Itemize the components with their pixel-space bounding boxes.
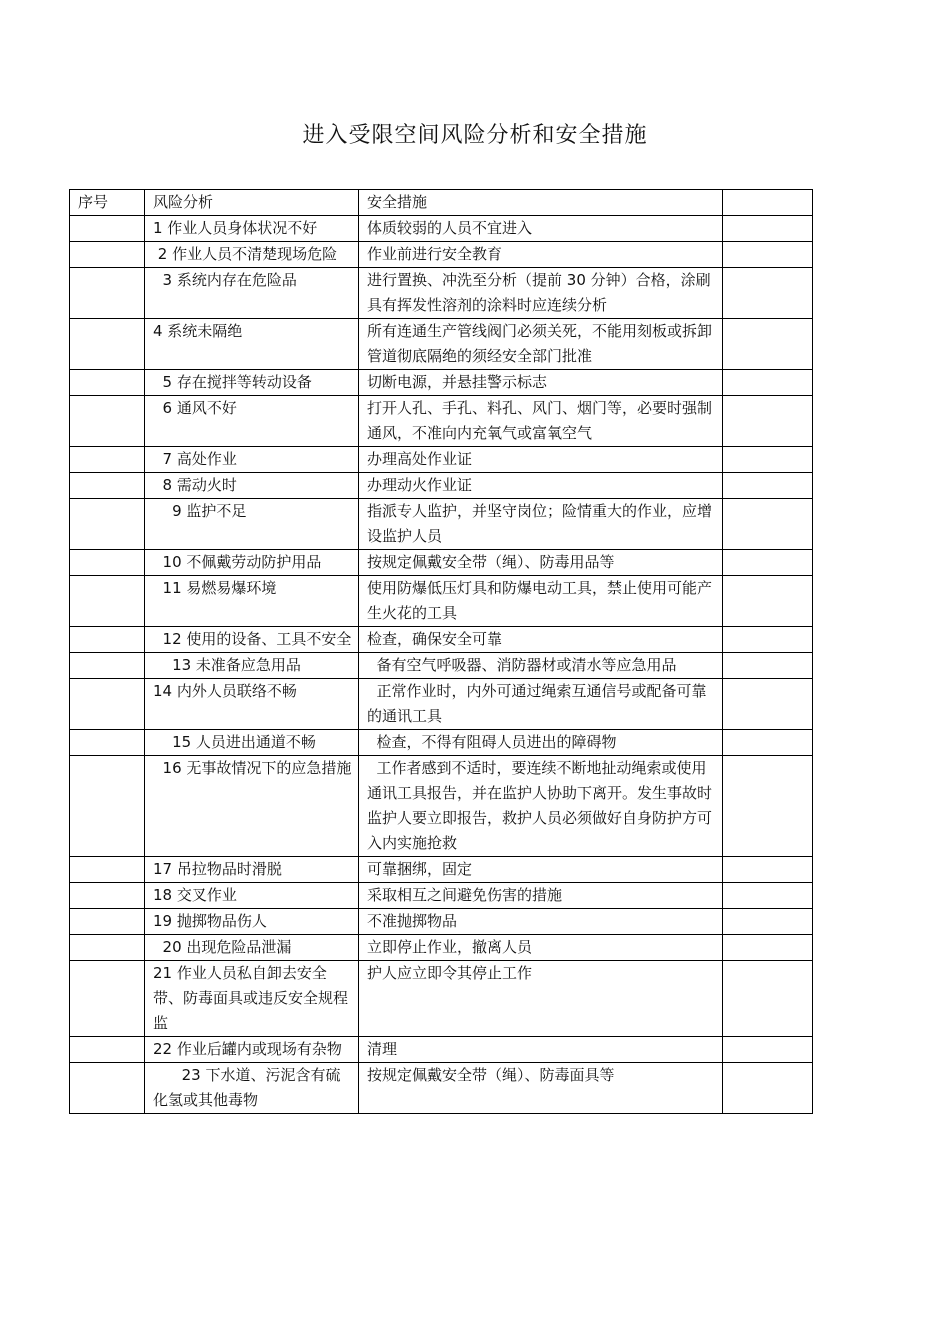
measure-cell: 按规定佩戴安全带（绳）、防毒面具等 [359,1063,723,1114]
seq-cell [70,909,145,935]
risk-cell: 2 作业人员不清楚现场危险 [145,242,359,268]
table-row [70,576,813,627]
table-row [70,447,813,473]
measure-cell: 检查，确保安全可靠 [359,627,723,653]
seq-cell [70,396,145,447]
extra-cell [723,857,813,883]
measure-cell: 工作者感到不适时，要连续不断地扯动绳索或使用通讯工具报告，并在监护人协助下离开。发生事故时监护人要立即报告，救护人员必须做好自身防护方可入内实施抢救 [359,756,723,857]
table-row [70,653,813,679]
risk-cell: 8 需动火时 [145,473,359,499]
table-row [70,319,813,370]
seq-cell [70,268,145,319]
measure-cell: 备有空气呼吸器、消防器材或清水等应急用品 [359,653,723,679]
table-row [70,216,813,242]
table-row [70,550,813,576]
measure-cell: 检查，不得有阻碍人员进出的障碍物 [359,730,723,756]
risk-cell: 17 吊拉物品时滑脱 [145,857,359,883]
seq-cell [70,473,145,499]
seq-cell [70,961,145,1037]
seq-cell [70,1063,145,1114]
risk-cell: 22 作业后罐内或现场有杂物 [145,1037,359,1063]
measure-cell: 按规定佩戴安全带（绳）、防毒用品等 [359,550,723,576]
extra-cell [723,935,813,961]
extra-cell [723,473,813,499]
extra-cell [723,883,813,909]
extra-cell [723,679,813,730]
table-row [70,730,813,756]
header-extra [723,190,813,216]
measure-cell: 切断电源，并悬挂警示标志 [359,370,723,396]
seq-cell [70,499,145,550]
risk-cell: 21 作业人员私自卸去安全带、防毒面具或违反安全规程 监 [145,961,359,1037]
table-row [70,499,813,550]
measure-cell: 护人应立即令其停止工作 [359,961,723,1037]
header-measure: 安全措施 [359,190,723,216]
extra-cell [723,730,813,756]
risk-cell: 20 出现危险品泄漏 [145,935,359,961]
risk-cell: 5 存在搅拌等转动设备 [145,370,359,396]
measure-cell: 打开人孔、手孔、料孔、风门、烟门等，必要时强制通风，不准向内充氧气或富氧空气 [359,396,723,447]
seq-cell [70,447,145,473]
risk-cell: 13 未准备应急用品 [145,653,359,679]
risk-cell: 19 抛掷物品伤人 [145,909,359,935]
risk-cell: 11 易燃易爆环境 [145,576,359,627]
seq-cell [70,627,145,653]
extra-cell [723,627,813,653]
measure-cell: 办理高处作业证 [359,447,723,473]
risk-measures-table [69,189,813,1114]
extra-cell [723,576,813,627]
risk-cell: 10 不佩戴劳动防护用品 [145,550,359,576]
extra-cell [723,242,813,268]
risk-cell: 18 交叉作业 [145,883,359,909]
extra-cell [723,961,813,1037]
measure-cell: 体质较弱的人员不宜进入 [359,216,723,242]
extra-cell [723,653,813,679]
extra-cell [723,499,813,550]
seq-cell [70,883,145,909]
table-row [70,935,813,961]
table-row [70,1037,813,1063]
risk-cell: 1 作业人员身体状况不好 [145,216,359,242]
measure-cell: 进行置换、冲洗至分析（提前 30 分钟）合格，涂刷具有挥发性溶剂的涂料时应连续分析 [359,268,723,319]
table-row [70,883,813,909]
seq-cell [70,756,145,857]
risk-cell: 6 通风不好 [145,396,359,447]
table-row [70,679,813,730]
header-seq: 序号 [70,190,145,216]
table-row [70,1063,813,1114]
extra-cell [723,370,813,396]
table-row [70,242,813,268]
table-row [70,268,813,319]
seq-cell [70,550,145,576]
seq-cell [70,730,145,756]
measure-cell: 指派专人监护，并坚守岗位；险情重大的作业，应增设监护人员 [359,499,723,550]
table-row [70,473,813,499]
measure-cell: 所有连通生产管线阀门必须关死，不能用刻板或拆卸管道彻底隔绝的须经安全部门批准 [359,319,723,370]
extra-cell [723,447,813,473]
table-body [70,216,813,1114]
risk-cell: 23 下水道、污泥含有硫化氢或其他毒物 [145,1063,359,1114]
table-row [70,857,813,883]
measure-cell: 采取相互之间避免伤害的措施 [359,883,723,909]
page-title: 进入受限空间风险分析和安全措施 [302,123,648,148]
seq-cell [70,679,145,730]
extra-cell [723,319,813,370]
measure-cell: 正常作业时，内外可通过绳索互通信号或配备可靠的通讯工具 [359,679,723,730]
risk-cell: 9 监护不足 [145,499,359,550]
table-row [70,370,813,396]
seq-cell [70,576,145,627]
risk-cell: 14 内外人员联络不畅 [145,679,359,730]
measure-cell: 作业前进行安全教育 [359,242,723,268]
extra-cell [723,550,813,576]
seq-cell [70,370,145,396]
measure-cell: 立即停止作业，撤离人员 [359,935,723,961]
risk-cell: 7 高处作业 [145,447,359,473]
measure-cell: 可靠捆绑，固定 [359,857,723,883]
measure-cell: 使用防爆低压灯具和防爆电动工具，禁止使用可能产生火花的工具 [359,576,723,627]
table-row [70,756,813,857]
seq-cell [70,319,145,370]
seq-cell [70,653,145,679]
measure-cell: 不准抛掷物品 [359,909,723,935]
extra-cell [723,396,813,447]
risk-cell: 3 系统内存在危险品 [145,268,359,319]
seq-cell [70,242,145,268]
header-risk: 风险分析 [145,190,359,216]
table-row [70,627,813,653]
extra-cell [723,909,813,935]
extra-cell [723,216,813,242]
measure-cell: 清理 [359,1037,723,1063]
seq-cell [70,216,145,242]
seq-cell [70,857,145,883]
extra-cell [723,1037,813,1063]
table-row [70,961,813,1037]
seq-cell [70,1037,145,1063]
extra-cell [723,756,813,857]
table-header-row [70,190,813,216]
measure-cell: 办理动火作业证 [359,473,723,499]
risk-cell: 16 无事故情况下的应急措施 [145,756,359,857]
risk-cell: 12 使用的设备、工具不安全 [145,627,359,653]
risk-cell: 4 系统未隔绝 [145,319,359,370]
extra-cell [723,1063,813,1114]
table-row [70,909,813,935]
table-row [70,396,813,447]
extra-cell [723,268,813,319]
risk-cell: 15 人员进出通道不畅 [145,730,359,756]
seq-cell [70,935,145,961]
